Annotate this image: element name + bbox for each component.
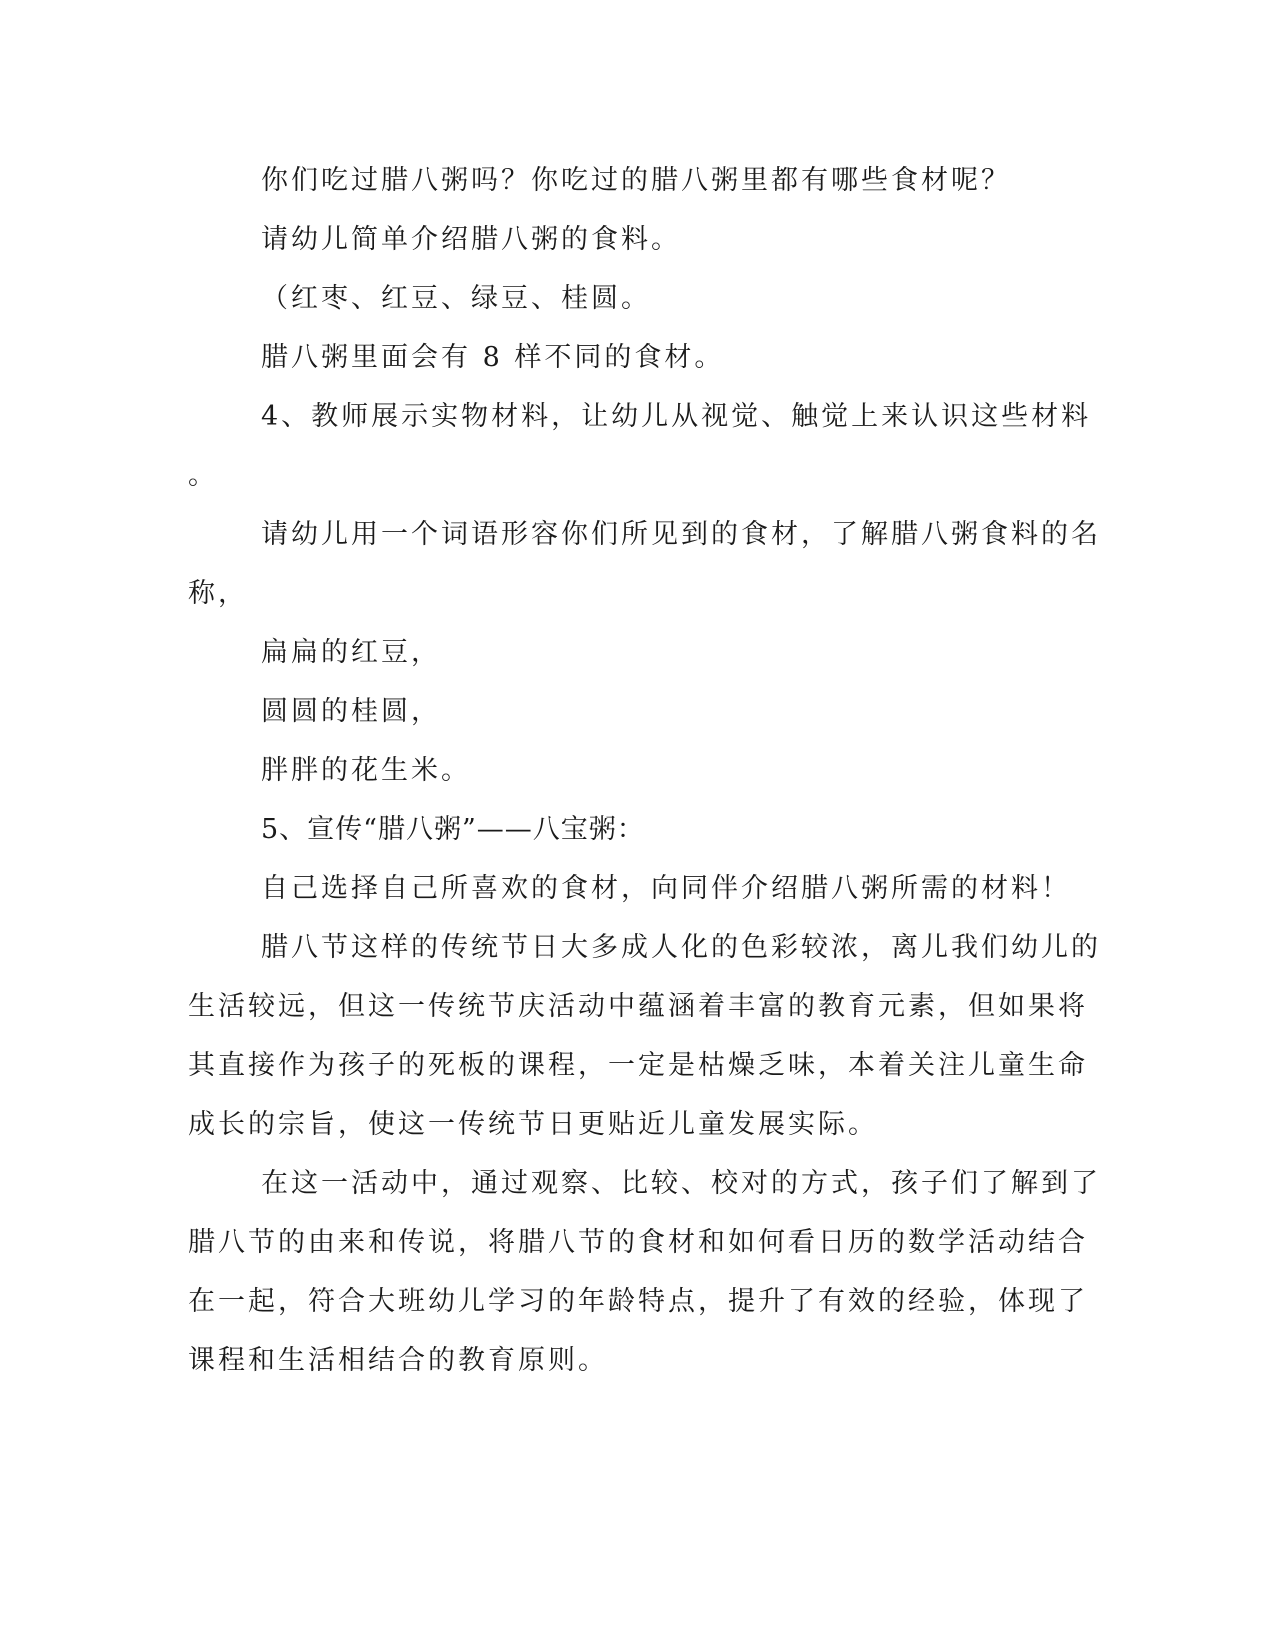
text-line: 扁扁的红豆，: [261, 637, 441, 668]
text-line: 腊八节这样的传统节日大多成人化的色彩较浓，离儿我们幼儿的: [261, 932, 1101, 963]
text-line: 4、教师展示实物材料，让幼儿从视觉、触觉上来认识这些材料: [261, 401, 1092, 432]
text-line: 课程和生活相结合的教育原则。: [188, 1345, 608, 1376]
text-line: 在一起，符合大班幼儿学习的年龄特点，提升了有效的经验，体现了: [188, 1286, 1088, 1317]
text-line: 请幼儿用一个词语形容你们所见到的食材，了解腊八粥食料的名: [261, 519, 1101, 550]
text-line: 你们吃过腊八粥吗？你吃过的腊八粥里都有哪些食材呢？: [261, 165, 1011, 196]
text-line: 其直接作为孩子的死板的课程，一定是枯燥乏味，本着关注儿童生命: [188, 1050, 1088, 1081]
text-line: 胖胖的花生米。: [261, 755, 471, 786]
text-line: （红枣、红豆、绿豆、桂圆。: [261, 283, 651, 314]
text-line: 生活较远，但这一传统节庆活动中蕴涵着丰富的教育元素，但如果将: [188, 991, 1088, 1022]
text-line: 腊八粥里面会有 8 样不同的食材。: [261, 342, 725, 373]
text-line: 。: [188, 460, 218, 491]
text-line: 5、宣传“腊八粥”——八宝粥：: [261, 814, 645, 845]
text-line: 在这一活动中，通过观察、比较、校对的方式，孩子们了解到了: [261, 1168, 1101, 1199]
text-line: 圆圆的桂圆，: [261, 696, 441, 727]
text-line: 自己选择自己所喜欢的食材，向同伴介绍腊八粥所需的材料！: [261, 873, 1071, 904]
text-line: 腊八节的由来和传说，将腊八节的食材和如何看日历的数学活动结合: [188, 1227, 1088, 1258]
text-line: 称，: [188, 578, 248, 609]
text-line: 成长的宗旨，使这一传统节日更贴近儿童发展实际。: [188, 1109, 878, 1140]
text-line: 请幼儿简单介绍腊八粥的食料。: [261, 224, 681, 255]
